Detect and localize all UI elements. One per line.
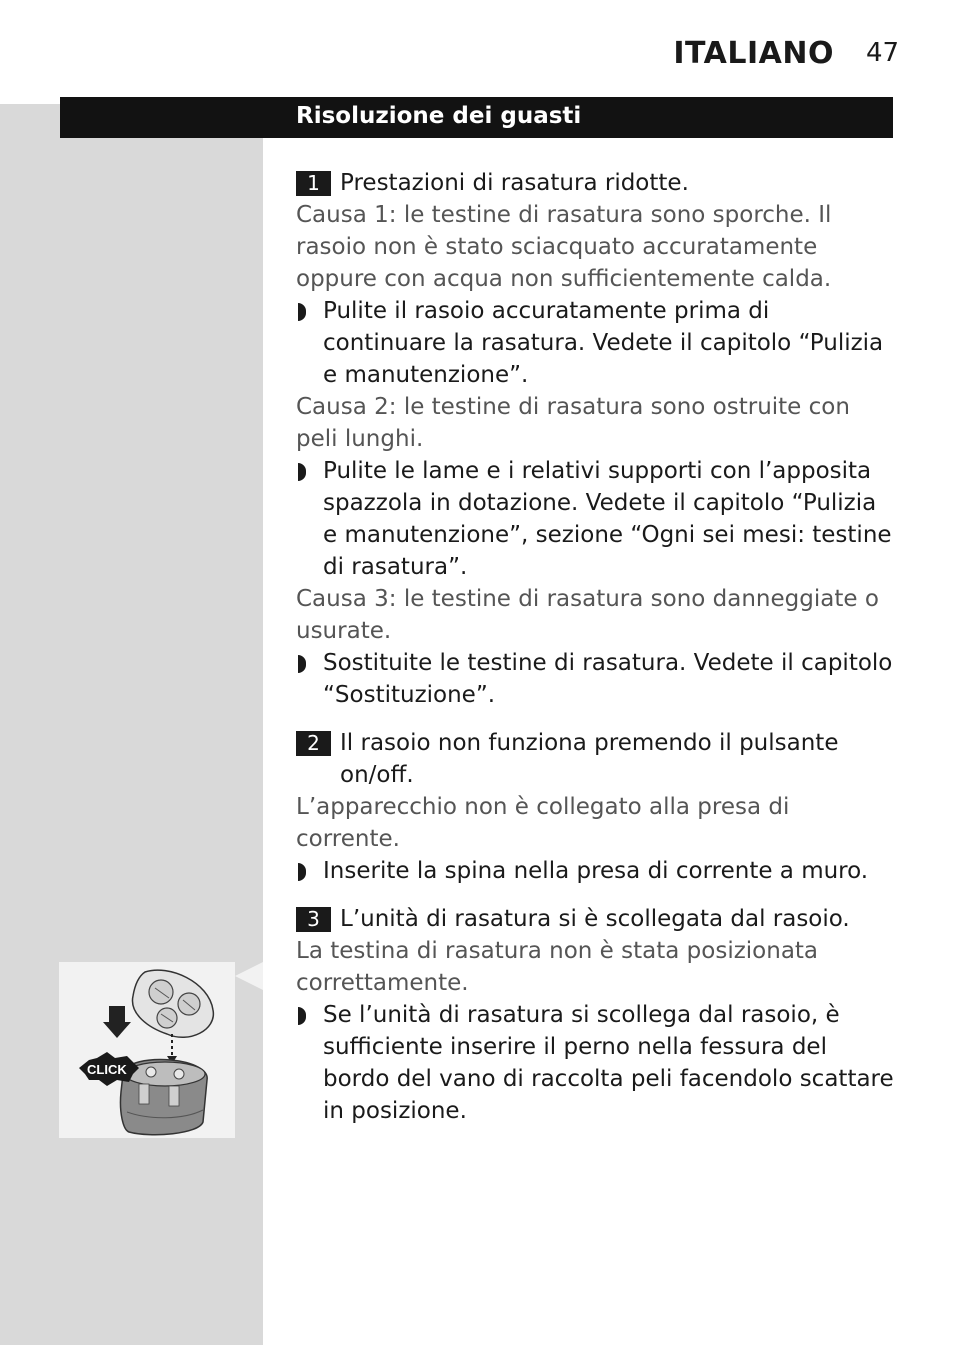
language-header: ITALIANO xyxy=(673,36,834,71)
spacer xyxy=(296,887,896,903)
bullet-icon xyxy=(298,303,306,321)
bullet-icon xyxy=(298,1007,306,1025)
cause-text: Causa 1: le testine di rasatura sono sporche. Il rasoio non è stato sciacquato accuratamente oppure con acqua non sufficientemente calda. xyxy=(296,202,832,292)
bullet-icon xyxy=(298,863,306,881)
solution-item: Inserite la spina nella presa di corrente a muro. xyxy=(296,855,896,887)
problem-number-badge: 1 xyxy=(296,171,331,196)
bullet-icon xyxy=(298,463,306,481)
section-title: Risoluzione dei guasti xyxy=(296,103,582,129)
sidebar-panel xyxy=(0,104,263,1345)
shaver-unit-icon xyxy=(59,962,235,1138)
cause-text: L’apparecchio non è collegato alla presa di corrente. xyxy=(296,794,790,852)
down-arrow-icon xyxy=(103,1006,131,1038)
solution-item: Pulite le lame e i relativi supporti con l’apposita spazzola in dotazione. Vedete il capitolo “Pulizia e manutenzione”, sezione “Ogni sei mesi: testine di rasatura”. xyxy=(296,455,896,583)
callout-pointer xyxy=(235,962,263,990)
solution-item: Sostituite le testine di rasatura. Vedete il capitolo “Sostituzione”. xyxy=(296,647,896,711)
solution-item: Pulite il rasoio accuratamente prima di continuare la rasatura. Vedete il capitolo “Pulizia e manutenzione”. xyxy=(296,295,896,391)
spacer xyxy=(296,711,896,727)
troubleshooting-content xyxy=(296,167,896,1127)
shaver-illustration xyxy=(59,962,235,1138)
bullet-icon xyxy=(298,655,306,673)
problem-2-title: 2 Il rasoio non funziona premendo il pulsante on/off. xyxy=(296,727,896,791)
click-label: CLICK xyxy=(87,1062,127,1077)
problem-number-badge: 2 xyxy=(296,731,331,756)
problem-number-badge: 3 xyxy=(296,907,331,932)
shaving-head-icon xyxy=(132,970,213,1037)
cause-text: La testina di rasatura non è stata posizionata correttamente. xyxy=(296,938,819,996)
cause-text: Causa 3: le testine di rasatura sono danneggiate o usurate. xyxy=(296,586,879,644)
cause-text: Causa 2: le testine di rasatura sono ostruite con peli lunghi. xyxy=(296,394,850,452)
problem-3-title: 3 L’unità di rasatura si è scollegata dal rasoio. xyxy=(296,903,896,935)
solution-item: Se l’unità di rasatura si scollega dal rasoio, è sufficiente inserire il perno nella fessura del bordo del vano di raccolta peli facendolo scattare in posizione. xyxy=(296,999,896,1127)
page-number: 47 xyxy=(866,38,900,68)
problem-1-title: 1 Prestazioni di rasatura ridotte. xyxy=(296,167,896,199)
